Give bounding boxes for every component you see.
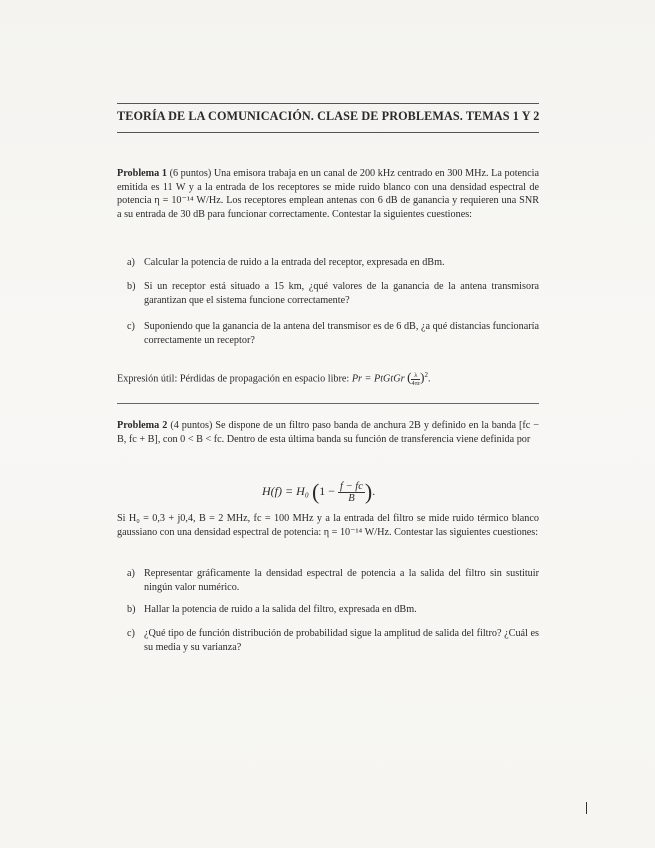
problem1-item-a [127,256,539,270]
item-text: Si un receptor está situado a 15 km, ¿qué valores de la ganancia de la antena transmisora garantizan que el sistema funcione correctamente? [144,281,539,306]
item-label: a) [127,568,135,579]
header-bottom-rule [117,132,539,133]
formula-lhs: H(f) = H₀ [262,483,309,498]
problem2-statement [117,419,539,446]
item-text: Calcular la potencia de ruido a la entrada del receptor, expresada en dBm. [144,257,445,268]
header-top-rule [117,103,539,104]
page-mark [586,802,587,814]
problem1-hint: Expresión útil: Pérdidas de propagación en espacio libre: Pr = PtGtGr ( $\frac{\lambda}{4\pi r})^2$. [117,369,431,387]
problem2-item-b [127,603,539,617]
item-text: Hallar la potencia de ruido a la salida del filtro, expresada en dBm. [144,604,417,615]
item-label: b) [127,281,136,292]
problem1-text: Una emisora trabaja en un canal de 200 kHz centrado en 300 MHz. La potencia emitida es 11 W y a la entrada de los receptores se mide ruido blanco con una densidad espectral de potencia η = 10⁻¹⁴ W/Hz. Los receptores emplean antenas con 6 dB de ganancia y requieren una SNR a su entrada de 30 dB para funcionar correctamente. Contestar la siguientes cuestiones: [117,168,540,220]
item-label: c) [127,628,135,639]
hint-prefix: Expresión útil: Pérdidas de propagación en espacio libre: [117,373,352,385]
document-title: TEORÍA DE LA COMUNICACIÓN. CLASE DE PROBLEMAS. TEMAS 1 Y 2 [117,109,540,123]
problem2-statement2: Si H₀ = 0,3 + j0,4, B = 2 MHz, fc = 100 MHz y a la entrada del filtro se mide ruido térmico blanco gaussiano con una densidad espectral de potencia: η = 10⁻¹⁴ W/Hz. Contestar las siguientes cuestiones: [117,513,539,538]
item-text: Representar gráficamente la densidad espectral de potencia a la salida del filtro sin sustituir ningún valor numérico. [144,568,539,593]
formula-fraction [338,481,365,504]
problem1-item-b [127,280,539,307]
problem2-text: Se dispone de un filtro paso banda de anchura 2B y definido en la banda [fc − B, fc + B], con 0 < B < fc. Dentro de esta última banda su función de transferencia viene definida por [117,420,540,445]
hint-frac-den: 4πr [411,379,421,387]
problem1-statement [117,167,539,221]
item-text: ¿Qué tipo de función distribución de probabilidad sigue la amplitud de salida del filtro? ¿Cuál es su media y su varianza? [144,628,539,653]
problem2-points: (4 puntos) [170,420,213,431]
problem1-heading: Problema 1 [117,168,167,179]
hint-frac-num: λ [411,372,420,380]
problem2-heading: Problema 2 [117,420,168,431]
item-text: Suponiendo que la ganancia de la antena del transmisor es de 6 dB, ¿a qué distancias funcionaría correctamente un receptor? [144,321,539,346]
hint-fraction [411,372,420,387]
hint-formula: Pr = PtGtGr [351,373,405,385]
problem1-points: (6 puntos) [169,168,212,179]
formula-one: 1 − [319,483,336,498]
section-divider [117,403,539,404]
item-label: a) [127,257,135,268]
transfer-function-formula: H(f) = H₀ (1 − $\frac{f - fc}{B}$ ). [262,479,376,504]
formula-num: f − fc [340,480,363,492]
formula-den: B [348,492,355,504]
problem1-item-c [127,320,539,347]
problem2-item-a [127,567,539,594]
item-label: c) [127,321,135,332]
item-label: b) [127,604,136,615]
problem2-item-c [127,627,539,654]
hint-exponent: 2 [424,371,428,379]
